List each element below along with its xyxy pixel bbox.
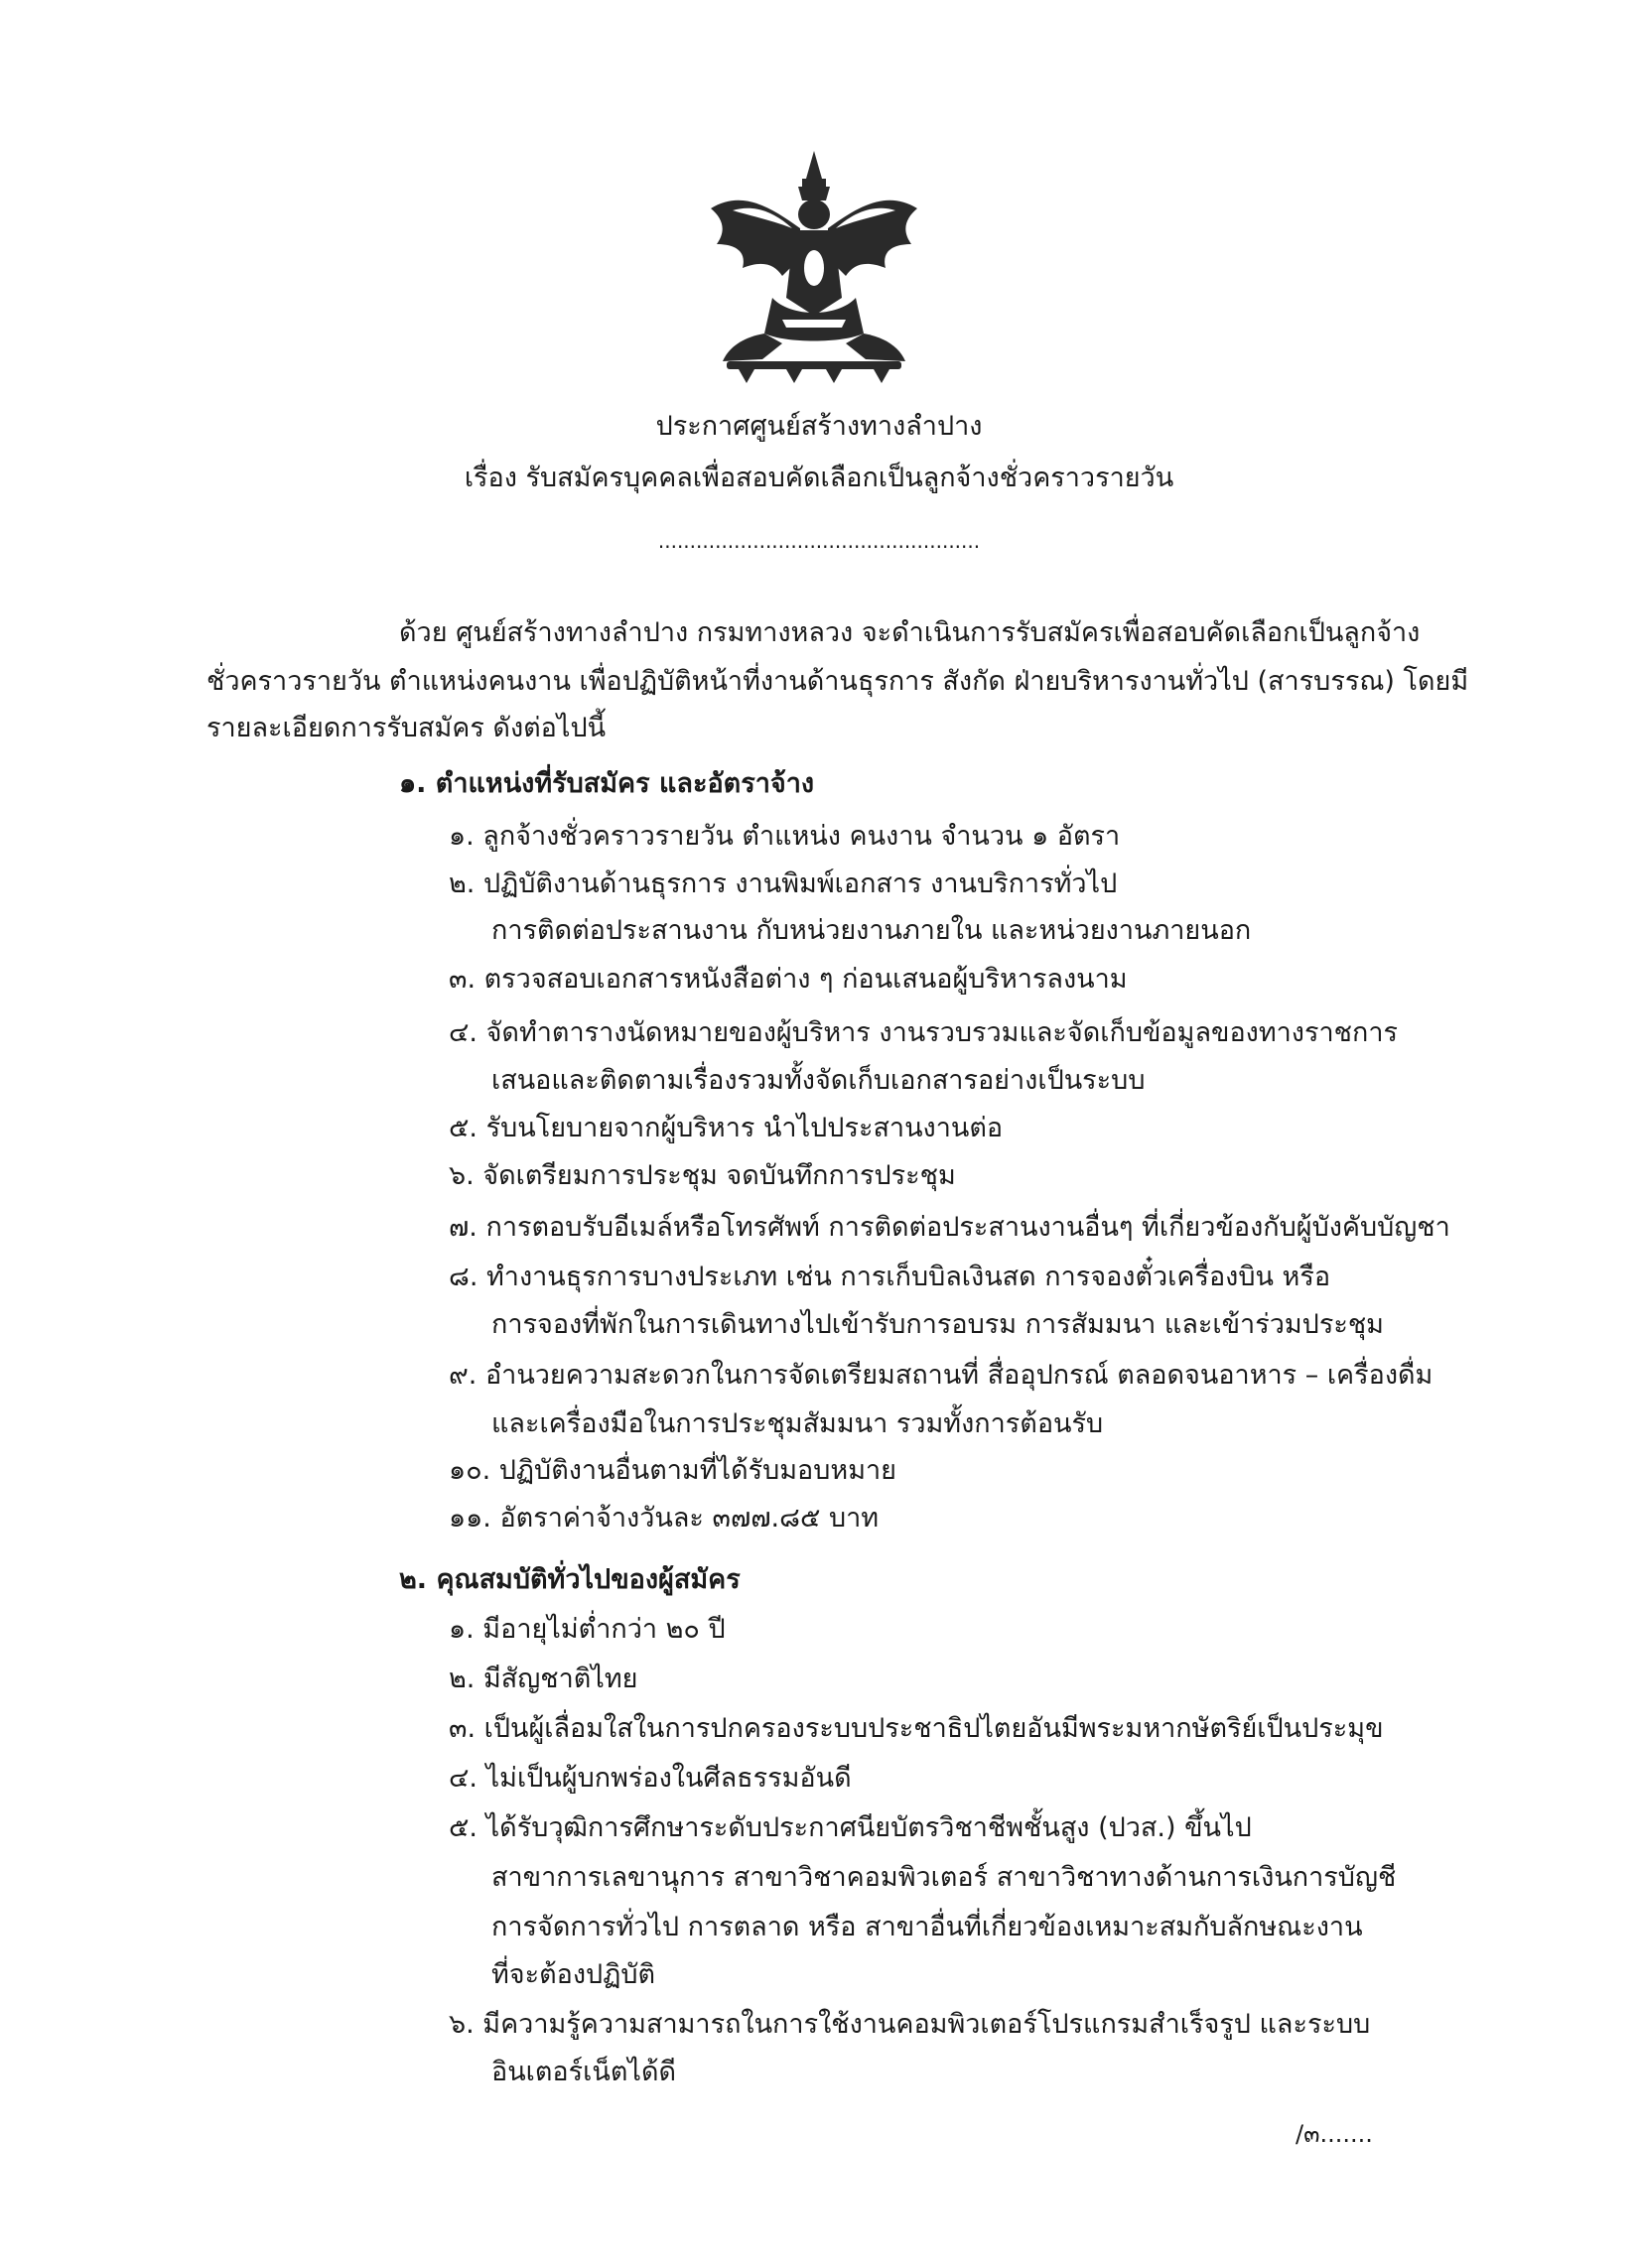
section2-line: ๒. มีสัญชาติไทย (449, 1664, 638, 1694)
header-divider: ................................................... (657, 529, 981, 553)
section2-line: ๑. มีอายุไม่ต่ำกว่า ๒๐ ปี (449, 1614, 726, 1645)
intro-line: ด้วย ศูนย์สร้างทางลำปาง กรมทางหลวง จะดำเนินการรับสมัครเพื่อสอบคัดเลือกเป็นลูกจ้าง (399, 617, 1421, 648)
section2-line: ๕. ได้รับวุฒิการศึกษาระดับประกาศนียบัตรวิชาชีพชั้นสูง (ปวส.) ขึ้นไป (449, 1812, 1252, 1843)
section1-line: ๒. ปฏิบัติงานด้านธุรการ งานพิมพ์เอกสาร งานบริการทั่วไป (449, 868, 1118, 899)
section1-line: ๗. การตอบรับอีเมล์หรือโทรศัพท์ การติดต่อประสานงานอื่นๆ ที่เกี่ยวข้องกับผู้บังคับบัญชา (449, 1212, 1450, 1243)
section2-line: อินเตอร์เน็ตได้ดี (491, 2057, 677, 2087)
section1-line: เสนอและติดตามเรื่องรวมทั้งจัดเก็บเอกสารอย่างเป็นระบบ (491, 1065, 1146, 1096)
section2-line: ๔. ไม่เป็นผู้บกพร่องในศีลธรรมอันดี (449, 1763, 852, 1794)
section1-line: การติดต่อประสานงาน กับหน่วยงานภายใน และหน่วยงานภายนอก (491, 915, 1252, 946)
intro-line: ชั่วคราวรายวัน ตำแหน่งคนงาน เพื่อปฏิบัติหน้าที่งานด้านธุรการ สังกัด ฝ่ายบริหารงานทั่วไป (สารบรรณ) โดยมี (206, 666, 1469, 697)
page-continuation-marker: /๓....... (1296, 2120, 1373, 2148)
section1-line: และเครื่องมือในการประชุมสัมมนา รวมทั้งการต้อนรับ (491, 1408, 1104, 1439)
section2-line: ๓. เป็นผู้เลื่อมใสในการปกครองระบบประชาธิปไตยอันมีพระมหากษัตริย์เป็นประมุข (449, 1713, 1384, 1744)
section1-line: การจองที่พักในการเดินทางไปเข้ารับการอบรม การสัมมนา และเข้าร่วมประชุม (491, 1309, 1384, 1340)
section1-line: ๑๐. ปฏิบัติงานอื่นตามที่ได้รับมอบหมาย (449, 1455, 896, 1486)
section2-heading: ๒. คุณสมบัติทั่วไปของผู้สมัคร (399, 1564, 741, 1595)
section2-line: ๖. มีความรู้ความสามารถในการใช้งานคอมพิวเตอร์โปรแกรมสำเร็จรูป และระบบ (449, 2009, 1371, 2040)
intro-line: รายละเอียดการรับสมัคร ดังต่อไปนี้ (206, 713, 607, 743)
section1-line: ๘. ทำงานธุรการบางประเภท เช่น การเก็บบิลเงินสด การจองตั๋วเครื่องบิน หรือ (449, 1262, 1331, 1292)
section2-line: ที่จะต้องปฏิบัติ (491, 1959, 655, 1990)
section1-line: ๕. รับนโยบายจากผู้บริหาร นำไปประสานงานต่อ (449, 1113, 1004, 1143)
section1-line: ๑. ลูกจ้างชั่วคราวรายวัน ตำแหน่ง คนงาน จำนวน ๑ อัตรา (449, 821, 1121, 852)
section1-line: ๑๑. อัตราค่าจ้างวันละ ๓๗๗.๘๕ บาท (449, 1503, 880, 1534)
garuda-emblem-icon (703, 149, 925, 387)
section2-line: การจัดการทั่วไป การตลาด หรือ สาขาอื่นที่เกี่ยวข้องเหมาะสมกับลักษณะงาน (491, 1912, 1363, 1942)
section1-line: ๙. อำนวยความสะดวกในการจัดเตรียมสถานที่ สื่ออุปกรณ์ ตลอดจนอาหาร – เครื่องดื่ม (449, 1360, 1433, 1391)
document-subject: เรื่อง รับสมัครบุคคลเพื่อสอบคัดเลือกเป็นลูกจ้างชั่วคราวรายวัน (464, 463, 1174, 493)
section2-line: สาขาการเลขานุการ สาขาวิชาคอมพิวเตอร์ สาขาวิชาทางด้านการเงินการบัญชี (491, 1862, 1397, 1893)
section1-heading: ๑. ตำแหน่งที่รับสมัคร และอัตราจ้าง (399, 768, 815, 799)
section1-line: ๖. จัดเตรียมการประชุม จดบันทึกการประชุม (449, 1160, 956, 1191)
section1-line: ๔. จัดทำตารางนัดหมายของผู้บริหาร งานรวบรวมและจัดเก็บข้อมูลของทางราชการ (449, 1017, 1398, 1048)
document-title: ประกาศศูนย์สร้างทางลำปาง (655, 411, 983, 442)
section1-line: ๓. ตรวจสอบเอกสารหนังสือต่าง ๆ ก่อนเสนอผู้บริหารลงนาม (449, 964, 1128, 995)
